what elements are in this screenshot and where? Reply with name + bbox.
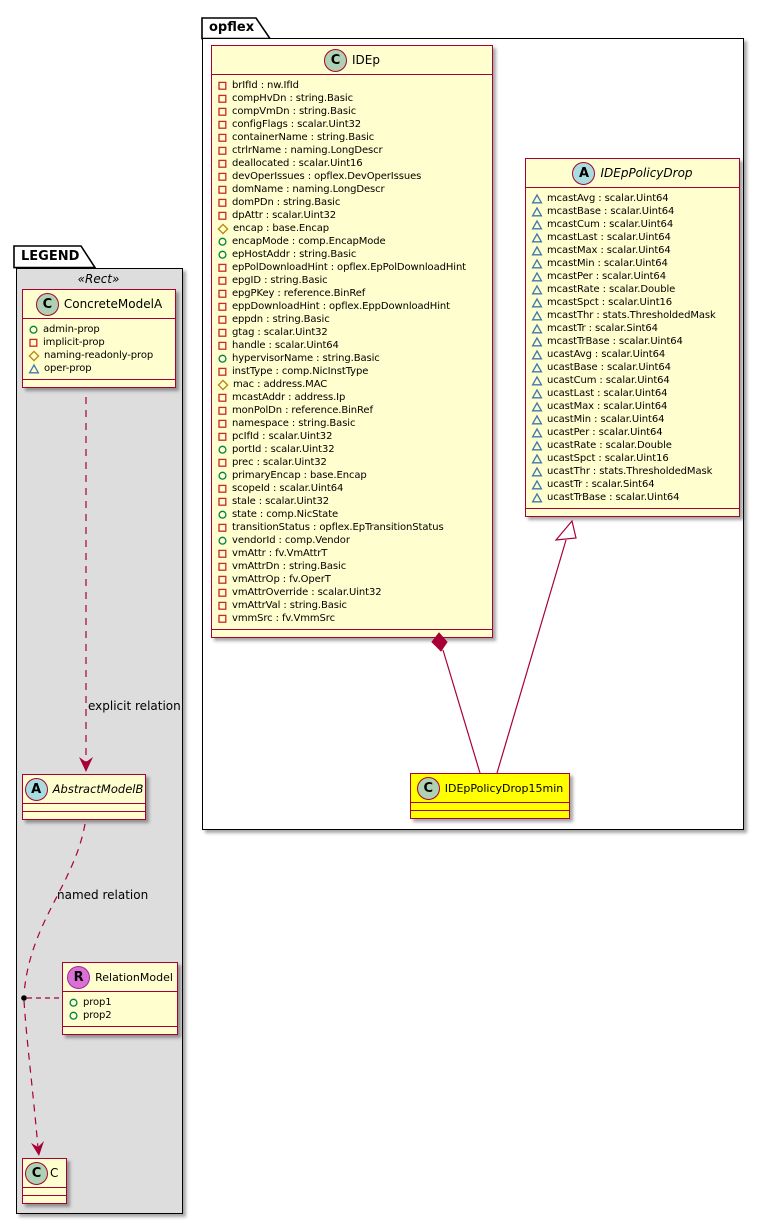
legend-package-body bbox=[16, 268, 183, 1214]
class-c-header bbox=[23, 1159, 66, 1187]
implicit-prop-square-icon bbox=[217, 457, 228, 468]
oper-prop-triangle-icon bbox=[531, 427, 543, 439]
attribute-text: ucastPer : scalar.Uint64 bbox=[547, 427, 663, 438]
attribute-row bbox=[531, 244, 734, 257]
attribute-text: mcastMax : scalar.Uint64 bbox=[547, 245, 671, 256]
class-abstract-model-b-name: AbstractModelB bbox=[52, 782, 144, 796]
attribute-text: naming-readonly-prop bbox=[44, 350, 154, 361]
oper-prop-triangle-icon bbox=[531, 414, 543, 426]
class-idep-attributes bbox=[212, 74, 492, 629]
attribute-row bbox=[217, 92, 487, 105]
attribute-row bbox=[217, 534, 487, 547]
attribute-text: ucastTrBase : scalar.Uint64 bbox=[547, 492, 680, 503]
attribute-text: ucastLast : scalar.Uint64 bbox=[547, 388, 668, 399]
attribute-text: ucastCum : scalar.Uint64 bbox=[547, 375, 670, 386]
attribute-text: admin-prop bbox=[43, 324, 100, 335]
oper-prop-triangle-icon bbox=[531, 193, 543, 205]
relation-spot-icon: R bbox=[67, 966, 90, 989]
attribute-row bbox=[531, 335, 734, 348]
attribute-row bbox=[217, 417, 487, 430]
attribute-row bbox=[531, 387, 734, 400]
attribute-text: stale : scalar.Uint32 bbox=[232, 496, 330, 507]
attribute-text: compVmDn : string.Basic bbox=[232, 106, 357, 117]
oper-prop-triangle-icon bbox=[531, 271, 543, 283]
admin-prop-circle-icon bbox=[68, 1010, 79, 1021]
attribute-row bbox=[217, 287, 487, 300]
class-relation-model-attributes bbox=[63, 991, 177, 1026]
attribute-row bbox=[531, 452, 734, 465]
class-relation-model-name: RelationModel bbox=[95, 970, 173, 984]
implicit-prop-square-icon bbox=[217, 184, 228, 195]
attribute-row bbox=[217, 352, 487, 365]
implicit-prop-square-icon bbox=[217, 288, 228, 299]
attribute-text: ucastTr : scalar.Sint64 bbox=[547, 479, 655, 490]
implicit-prop-square-icon bbox=[217, 483, 228, 494]
attribute-text: vmAttrOp : fv.OperT bbox=[232, 574, 331, 585]
naming-readonly-prop-diamond-icon bbox=[28, 350, 40, 362]
attribute-text: dpAttr : scalar.Uint32 bbox=[232, 210, 337, 221]
attribute-row bbox=[531, 439, 734, 452]
attribute-text: epPolDownloadHint : opflex.EpPolDownloadHint bbox=[232, 262, 466, 273]
attribute-row bbox=[217, 443, 487, 456]
class-concrete-model-a bbox=[22, 289, 176, 388]
implicit-prop-square-icon bbox=[217, 80, 228, 91]
oper-prop-triangle-icon bbox=[531, 401, 543, 413]
attribute-row bbox=[531, 283, 734, 296]
attribute-text: mcastThr : stats.ThresholdedMask bbox=[547, 310, 716, 321]
naming-readonly-prop-diamond-icon bbox=[217, 379, 229, 391]
attribute-text: mcastRate : scalar.Double bbox=[547, 284, 676, 295]
oper-prop-triangle-icon bbox=[531, 297, 543, 309]
admin-prop-circle-icon bbox=[217, 535, 228, 546]
attribute-text: ucastThr : stats.ThresholdedMask bbox=[547, 466, 713, 477]
attribute-text: mcastCum : scalar.Uint64 bbox=[547, 219, 674, 230]
attribute-row bbox=[217, 222, 487, 235]
attribute-row bbox=[217, 547, 487, 560]
attribute-row bbox=[217, 404, 487, 417]
admin-prop-circle-icon bbox=[217, 236, 228, 247]
attribute-row bbox=[217, 469, 487, 482]
attribute-row bbox=[217, 118, 487, 131]
class-c bbox=[22, 1158, 67, 1204]
attribute-row bbox=[217, 79, 487, 92]
implicit-prop-square-icon bbox=[217, 119, 228, 130]
attribute-row bbox=[531, 361, 734, 374]
implicit-prop-square-icon bbox=[217, 106, 228, 117]
class-relation-model-header bbox=[63, 963, 177, 991]
attribute-row bbox=[68, 996, 172, 1009]
admin-prop-circle-icon bbox=[217, 353, 228, 364]
attribute-text: instType : comp.NicInstType bbox=[232, 366, 369, 377]
oper-prop-triangle-icon bbox=[531, 453, 543, 465]
attribute-text: implicit-prop bbox=[43, 337, 105, 348]
admin-prop-circle-icon bbox=[217, 444, 228, 455]
attribute-row bbox=[28, 349, 170, 362]
attribute-row bbox=[217, 157, 487, 170]
attribute-text: mcastAddr : address.Ip bbox=[232, 392, 346, 403]
admin-prop-circle-icon bbox=[217, 470, 228, 481]
named-relation-label: named relation bbox=[57, 888, 149, 902]
attribute-text: mcastLast : scalar.Uint64 bbox=[547, 232, 671, 243]
attribute-row bbox=[531, 413, 734, 426]
attribute-text: ucastSpct : scalar.Uint16 bbox=[547, 453, 669, 464]
class-idep-methods-empty bbox=[212, 629, 492, 637]
attribute-row bbox=[68, 1009, 172, 1022]
class-idep-policy-drop bbox=[525, 158, 740, 517]
attribute-text: ucastBase : scalar.Uint64 bbox=[547, 362, 671, 373]
opflex-package-title: opflex bbox=[209, 20, 255, 35]
class-idep-policy-drop-name: IDEpPolicyDrop bbox=[600, 166, 693, 180]
implicit-prop-square-icon bbox=[217, 496, 228, 507]
class-abstract-model-b-header bbox=[23, 775, 145, 803]
oper-prop-triangle-icon bbox=[531, 466, 543, 478]
implicit-prop-square-icon bbox=[217, 340, 228, 351]
implicit-prop-square-icon bbox=[217, 561, 228, 572]
class-idep-policy-drop-methods-empty bbox=[526, 508, 739, 516]
attribute-row bbox=[217, 326, 487, 339]
class-spot-icon: C bbox=[417, 777, 440, 800]
attribute-text: oper-prop bbox=[44, 363, 92, 374]
attribute-row bbox=[531, 478, 734, 491]
attribute-row bbox=[217, 495, 487, 508]
attribute-row bbox=[531, 270, 734, 283]
attribute-row bbox=[217, 573, 487, 586]
implicit-prop-square-icon bbox=[217, 587, 228, 598]
attribute-text: hypervisorName : string.Basic bbox=[232, 353, 380, 364]
attribute-text: handle : scalar.Uint64 bbox=[232, 340, 339, 351]
implicit-prop-square-icon bbox=[217, 613, 228, 624]
implicit-prop-square-icon bbox=[217, 431, 228, 442]
attribute-text: prop2 bbox=[83, 1010, 112, 1021]
attribute-text: namespace : string.Basic bbox=[232, 418, 356, 429]
class-spot-icon: C bbox=[324, 49, 347, 72]
attribute-row bbox=[217, 300, 487, 313]
class-c-methods-empty bbox=[23, 1195, 66, 1203]
implicit-prop-square-icon bbox=[217, 301, 228, 312]
implicit-prop-square-icon bbox=[217, 132, 228, 143]
naming-readonly-prop-diamond-icon bbox=[217, 223, 229, 235]
admin-prop-circle-icon bbox=[28, 324, 39, 335]
oper-prop-triangle-icon bbox=[531, 349, 543, 361]
attribute-row bbox=[217, 170, 487, 183]
class-idep-header bbox=[212, 46, 492, 74]
attribute-row bbox=[28, 336, 170, 349]
attribute-text: domName : naming.LongDescr bbox=[232, 184, 385, 195]
attribute-row bbox=[217, 560, 487, 573]
attribute-row bbox=[217, 612, 487, 625]
attribute-row bbox=[28, 323, 170, 336]
attribute-row bbox=[217, 378, 487, 391]
attribute-row bbox=[217, 183, 487, 196]
admin-prop-circle-icon bbox=[217, 249, 228, 260]
implicit-prop-square-icon bbox=[217, 574, 228, 585]
attribute-text: pcIfId : scalar.Uint32 bbox=[232, 431, 333, 442]
attribute-row bbox=[217, 521, 487, 534]
attribute-row bbox=[531, 257, 734, 270]
stereotype-rect: «Rect» bbox=[77, 272, 120, 286]
admin-prop-circle-icon bbox=[217, 509, 228, 520]
implicit-prop-square-icon bbox=[217, 158, 228, 169]
attribute-row bbox=[217, 248, 487, 261]
attribute-row bbox=[217, 430, 487, 443]
attribute-text: configFlags : scalar.Uint32 bbox=[232, 119, 362, 130]
oper-prop-triangle-icon bbox=[531, 219, 543, 231]
attribute-row bbox=[217, 482, 487, 495]
implicit-prop-square-icon bbox=[217, 314, 228, 325]
attribute-text: ctrlrName : naming.LongDescr bbox=[232, 145, 383, 156]
attribute-row bbox=[531, 296, 734, 309]
attribute-text: vmAttrOverride : scalar.Uint32 bbox=[232, 587, 382, 598]
class-idep-policy-drop-15min-methods-empty bbox=[411, 810, 569, 818]
attribute-text: transitionStatus : opflex.EpTransitionStatus bbox=[232, 522, 444, 533]
attribute-text: encap : base.Encap bbox=[233, 223, 330, 234]
legend-package-title: LEGEND bbox=[21, 249, 80, 264]
class-concrete-model-a-methods-empty bbox=[23, 379, 175, 387]
class-idep bbox=[211, 45, 493, 638]
attribute-text: ucastMin : scalar.Uint64 bbox=[547, 414, 665, 425]
attribute-row bbox=[217, 391, 487, 404]
class-spot-icon: C bbox=[36, 293, 59, 316]
oper-prop-triangle-icon bbox=[531, 492, 543, 504]
attribute-row bbox=[217, 209, 487, 222]
attribute-row bbox=[531, 231, 734, 244]
attribute-text: mcastAvg : scalar.Uint64 bbox=[547, 193, 669, 204]
admin-prop-circle-icon bbox=[68, 997, 79, 1008]
class-idep-policy-drop-attributes bbox=[526, 187, 739, 508]
attribute-row bbox=[531, 192, 734, 205]
attribute-text: compHvDn : string.Basic bbox=[232, 93, 353, 104]
class-idep-name: IDEp bbox=[352, 53, 380, 67]
attribute-row bbox=[217, 274, 487, 287]
attribute-text: primaryEncap : base.Encap bbox=[232, 470, 367, 481]
implicit-prop-square-icon bbox=[217, 171, 228, 182]
attribute-row bbox=[217, 105, 487, 118]
attribute-row bbox=[531, 322, 734, 335]
class-relation-model-methods-empty bbox=[63, 1026, 177, 1034]
attribute-text: mcastBase : scalar.Uint64 bbox=[547, 206, 675, 217]
implicit-prop-square-icon bbox=[217, 145, 228, 156]
attribute-text: deallocated : scalar.Uint16 bbox=[232, 158, 363, 169]
attribute-text: mcastTrBase : scalar.Uint64 bbox=[547, 336, 683, 347]
implicit-prop-square-icon bbox=[217, 275, 228, 286]
abstract-spot-icon: A bbox=[572, 162, 595, 185]
attribute-row bbox=[531, 218, 734, 231]
attribute-row bbox=[217, 456, 487, 469]
class-c-name: C bbox=[50, 1166, 59, 1180]
attribute-row bbox=[217, 586, 487, 599]
class-idep-policy-drop-header bbox=[526, 159, 739, 187]
attribute-row bbox=[531, 465, 734, 478]
implicit-prop-square-icon bbox=[217, 418, 228, 429]
attribute-text: ucastAvg : scalar.Uint64 bbox=[547, 349, 666, 360]
oper-prop-triangle-icon bbox=[28, 363, 40, 375]
attribute-text: mcastMin : scalar.Uint64 bbox=[547, 258, 668, 269]
class-c-attrs-empty bbox=[23, 1187, 66, 1195]
oper-prop-triangle-icon bbox=[531, 206, 543, 218]
oper-prop-triangle-icon bbox=[531, 232, 543, 244]
implicit-prop-square-icon bbox=[217, 405, 228, 416]
attribute-row bbox=[217, 599, 487, 612]
oper-prop-triangle-icon bbox=[531, 375, 543, 387]
attribute-text: scopeId : scalar.Uint64 bbox=[232, 483, 344, 494]
attribute-text: vmAttr : fv.VmAttrT bbox=[232, 548, 328, 559]
oper-prop-triangle-icon bbox=[531, 310, 543, 322]
oper-prop-triangle-icon bbox=[531, 388, 543, 400]
attribute-text: gtag : scalar.Uint32 bbox=[232, 327, 328, 338]
attribute-text: vmmSrc : fv.VmmSrc bbox=[232, 613, 335, 624]
class-idep-policy-drop-15min-attrs-empty bbox=[411, 802, 569, 810]
class-idep-policy-drop-15min bbox=[410, 773, 570, 819]
implicit-prop-square-icon bbox=[217, 392, 228, 403]
attribute-text: prop1 bbox=[83, 997, 112, 1008]
attribute-text: vmAttrDn : string.Basic bbox=[232, 561, 347, 572]
attribute-row bbox=[531, 205, 734, 218]
implicit-prop-square-icon bbox=[217, 210, 228, 221]
class-abstract-model-b-methods-empty bbox=[23, 811, 145, 819]
attribute-text: vmAttrVal : string.Basic bbox=[232, 600, 347, 611]
attribute-text: devOperIssues : opflex.DevOperIssues bbox=[232, 171, 422, 182]
attribute-text: state : comp.NicState bbox=[232, 509, 339, 520]
attribute-text: ucastRate : scalar.Double bbox=[547, 440, 672, 451]
oper-prop-triangle-icon bbox=[531, 284, 543, 296]
class-idep-policy-drop-15min-header bbox=[411, 774, 569, 802]
class-idep-policy-drop-15min-name: IDEpPolicyDrop15min bbox=[444, 781, 564, 795]
implicit-prop-square-icon bbox=[217, 262, 228, 273]
oper-prop-triangle-icon bbox=[531, 245, 543, 257]
implicit-prop-square-icon bbox=[217, 600, 228, 611]
attribute-text: mcastSpct : scalar.Uint16 bbox=[547, 297, 673, 308]
attribute-row bbox=[217, 144, 487, 157]
abstract-spot-icon: A bbox=[25, 778, 48, 801]
implicit-prop-square-icon bbox=[217, 197, 228, 208]
attribute-text: prec : scalar.Uint32 bbox=[232, 457, 327, 468]
implicit-prop-square-icon bbox=[28, 337, 39, 348]
class-relation-model bbox=[62, 962, 178, 1035]
attribute-row bbox=[217, 339, 487, 352]
implicit-prop-square-icon bbox=[217, 93, 228, 104]
attribute-text: eppDownloadHint : opflex.EppDownloadHint bbox=[232, 301, 450, 312]
attribute-row bbox=[217, 196, 487, 209]
attribute-row bbox=[531, 348, 734, 361]
attribute-row bbox=[531, 400, 734, 413]
attribute-text: epgPKey : reference.BinRef bbox=[232, 288, 366, 299]
attribute-text: mac : address.MAC bbox=[233, 379, 328, 390]
attribute-text: containerName : string.Basic bbox=[232, 132, 375, 143]
oper-prop-triangle-icon bbox=[531, 440, 543, 452]
class-concrete-model-a-header bbox=[23, 290, 175, 318]
implicit-prop-square-icon bbox=[217, 366, 228, 377]
attribute-text: vendorId : comp.Vendor bbox=[232, 535, 350, 546]
attribute-text: monPolDn : reference.BinRef bbox=[232, 405, 373, 416]
attribute-row bbox=[217, 235, 487, 248]
attribute-row bbox=[217, 365, 487, 378]
oper-prop-triangle-icon bbox=[531, 479, 543, 491]
explicit-relation-label: explicit relation bbox=[88, 699, 181, 713]
attribute-row bbox=[217, 261, 487, 274]
attribute-text: portId : scalar.Uint32 bbox=[232, 444, 335, 455]
attribute-row bbox=[531, 491, 734, 504]
class-abstract-model-b bbox=[22, 774, 146, 820]
attribute-row bbox=[217, 131, 487, 144]
attribute-text: mcastTr : scalar.Sint64 bbox=[547, 323, 658, 334]
class-concrete-model-a-attributes bbox=[23, 318, 175, 379]
attribute-row bbox=[531, 309, 734, 322]
attribute-text: domPDn : string.Basic bbox=[232, 197, 341, 208]
attribute-row bbox=[531, 426, 734, 439]
class-spot-icon: C bbox=[25, 1162, 48, 1185]
oper-prop-triangle-icon bbox=[531, 323, 543, 335]
attribute-text: epgID : string.Basic bbox=[232, 275, 328, 286]
attribute-row bbox=[217, 313, 487, 326]
oper-prop-triangle-icon bbox=[531, 336, 543, 348]
attribute-text: epHostAddr : string.Basic bbox=[232, 249, 357, 260]
attribute-text: ucastMax : scalar.Uint64 bbox=[547, 401, 668, 412]
attribute-text: mcastPer : scalar.Uint64 bbox=[547, 271, 666, 282]
attribute-row bbox=[217, 508, 487, 521]
oper-prop-triangle-icon bbox=[531, 362, 543, 374]
implicit-prop-square-icon bbox=[217, 522, 228, 533]
attribute-text: brIfId : nw.IfId bbox=[232, 80, 299, 91]
attribute-text: eppdn : string.Basic bbox=[232, 314, 330, 325]
implicit-prop-square-icon bbox=[217, 327, 228, 338]
class-abstract-model-b-attrs-empty bbox=[23, 803, 145, 811]
attribute-text: encapMode : comp.EncapMode bbox=[232, 236, 386, 247]
attribute-row bbox=[531, 374, 734, 387]
attribute-row bbox=[28, 362, 170, 375]
class-concrete-model-a-name: ConcreteModelA bbox=[63, 297, 163, 311]
implicit-prop-square-icon bbox=[217, 548, 228, 559]
oper-prop-triangle-icon bbox=[531, 258, 543, 270]
